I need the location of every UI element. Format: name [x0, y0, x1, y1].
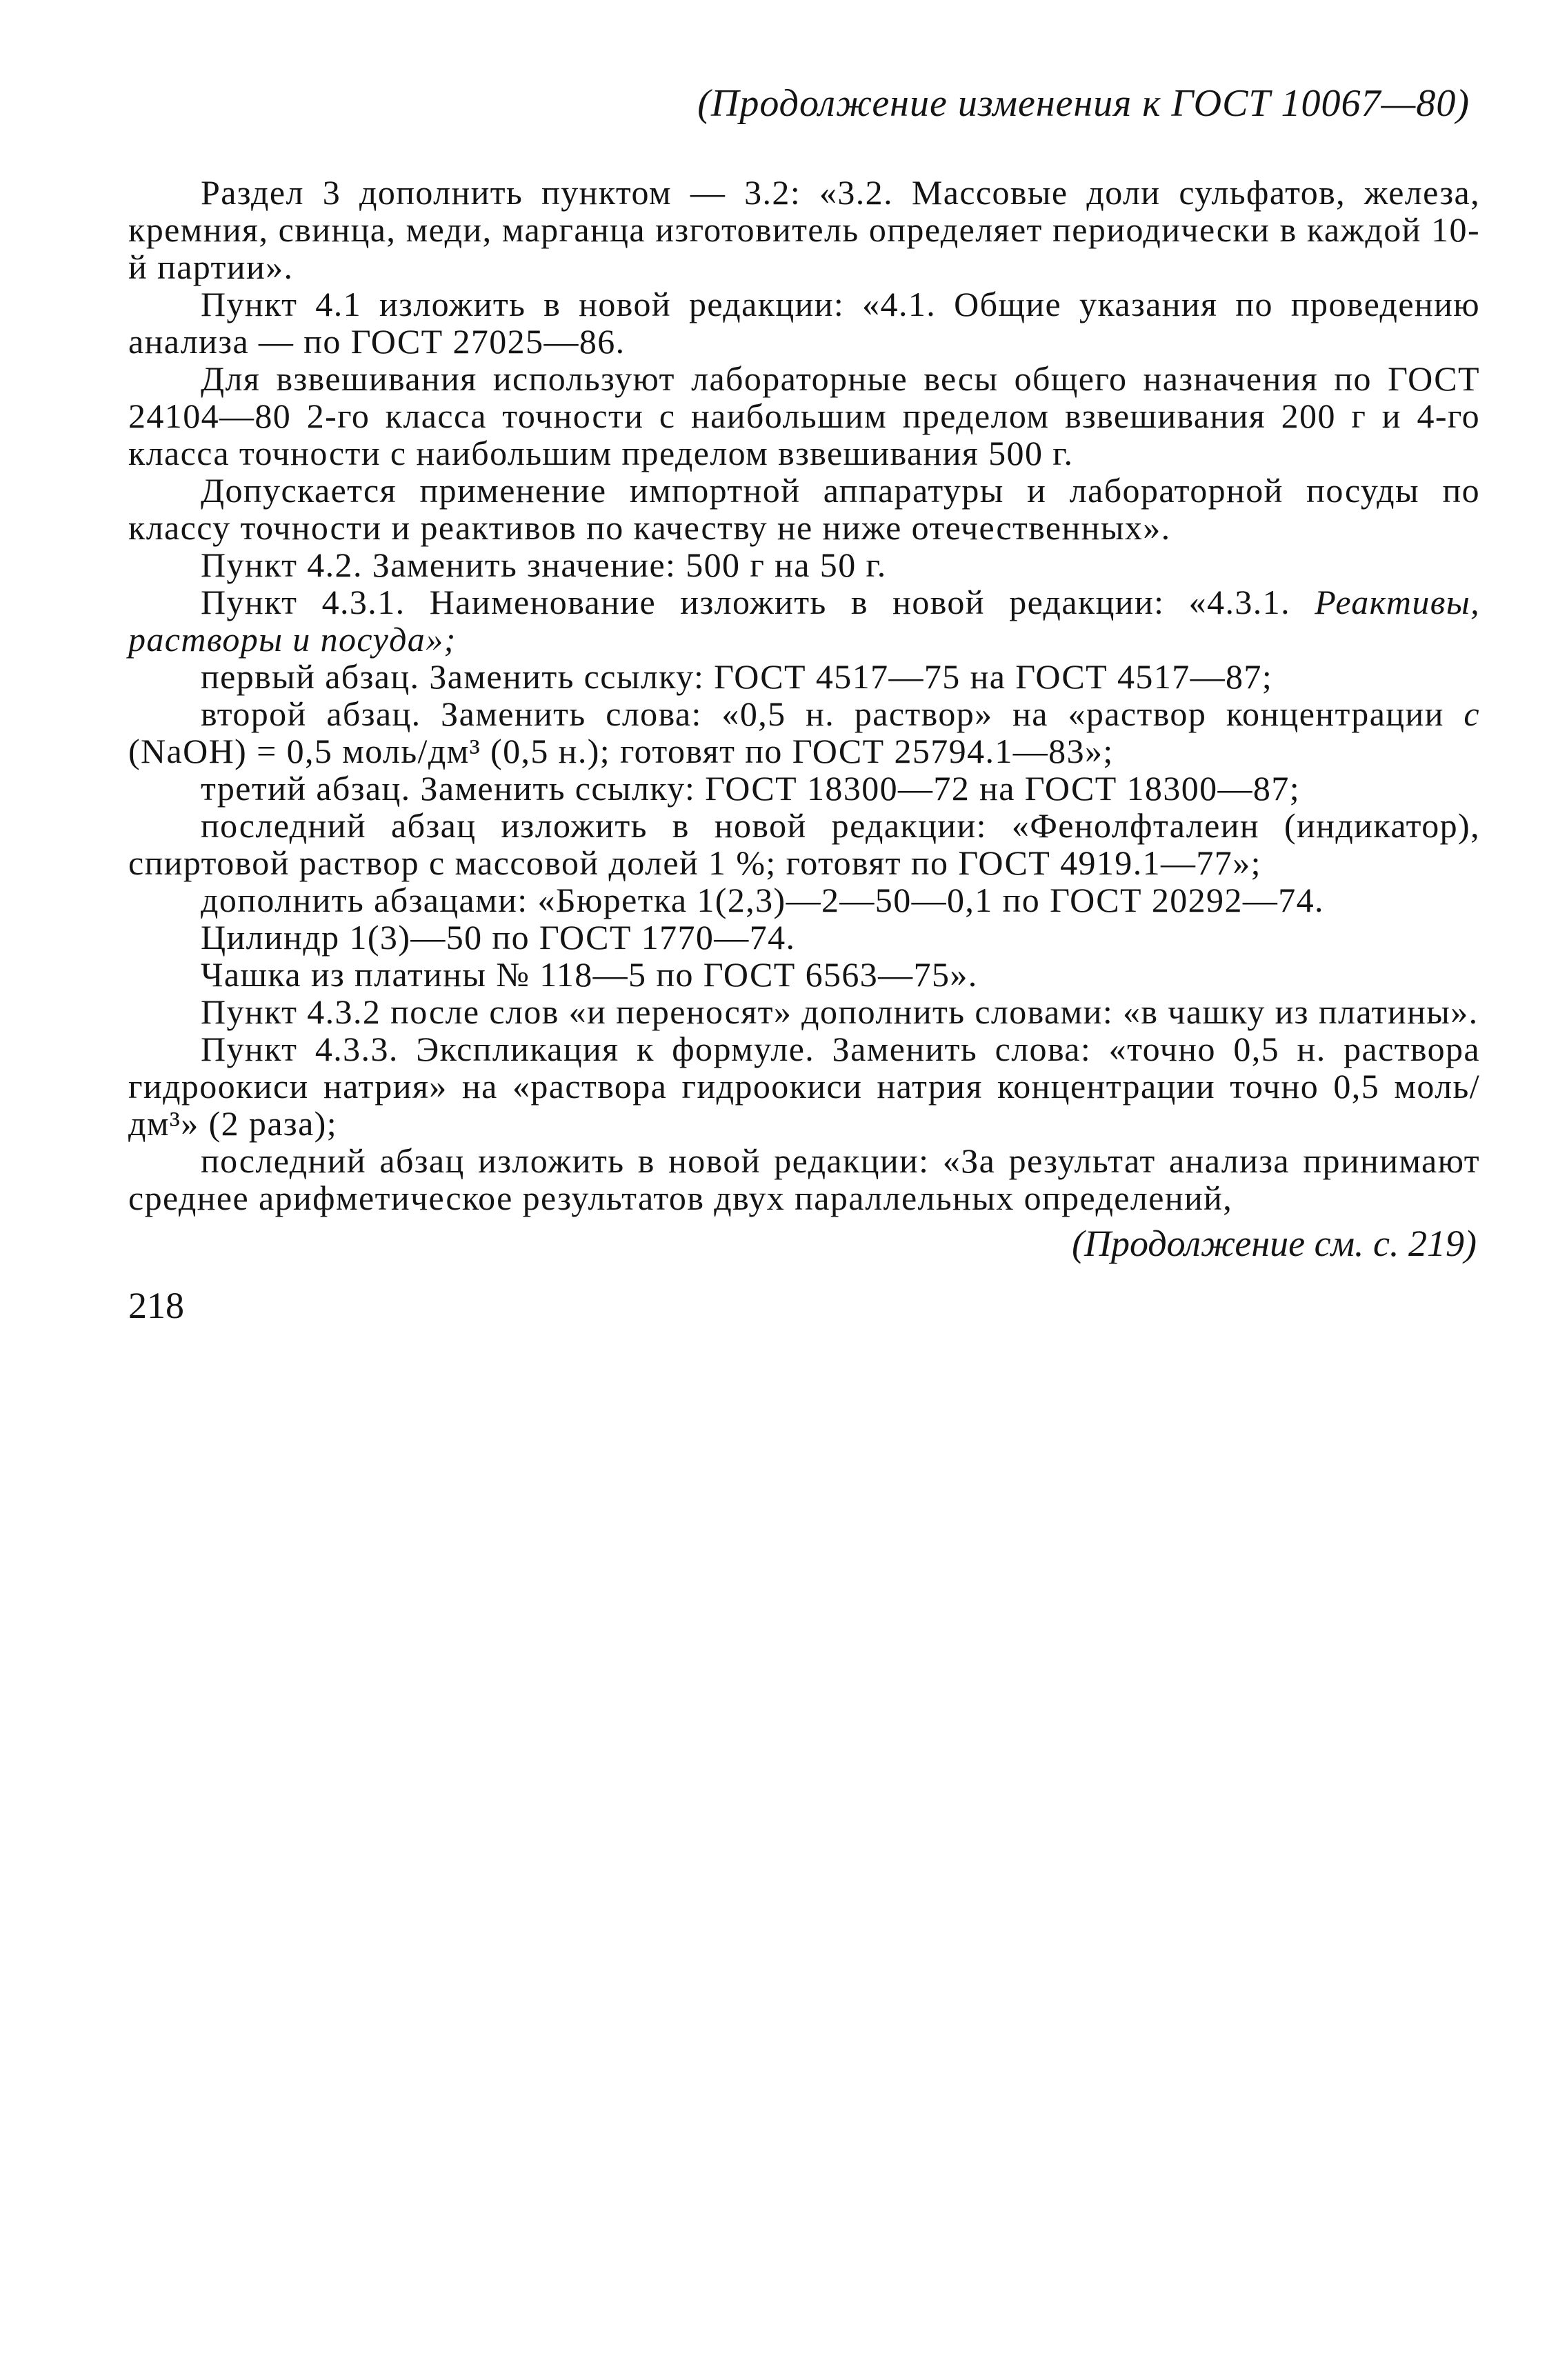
page-number: 218	[128, 1285, 184, 1326]
paragraph-last-abzac-result: последний абзац изложить в новой редакции: «За результат анализа принимают среднее арифметическое результатов двух параллельных определений,	[128, 1141, 1480, 1217]
paragraph-add-burette: дополнить абзацами: «Бюретка 1(2,3)—2—50—0,1 по ГОСТ 20292—74.	[201, 881, 1324, 919]
paragraph-item-4-2: Пункт 4.2. Заменить значение: 500 г на 50 г.	[201, 546, 887, 584]
paragraph-item-4-3-1-italic: Реактивы, растворы и посуда»;	[128, 583, 1480, 659]
paragraph-second-abzac-text: второй абзац. Заменить слова: «0,5 н. раствор» на «раствор концентрации	[201, 694, 1464, 733]
paragraph-item-4-3-1-text: Пункт 4.3.1. Наименование изложить в новой редакции: «4.3.1.	[201, 583, 1315, 621]
running-header: (Продолжение изменения к ГОСТ 10067—80)	[697, 82, 1470, 125]
paragraph-last-abzac-phenolphthalein: последний абзац изложить в новой редакции: «Фенолфталеин (индикатор), спиртовой раствор с массовой долей 1 %; готовят по ГОСТ 4919.1—77»;	[128, 806, 1480, 882]
paragraph-second-abzac	[128, 695, 1480, 770]
paragraph-section-3: Раздел 3 дополнить пунктом — 3.2: «3.2. Массовые доли сульфатов, железа, кремния, свинца, меди, марганца изготовитель определяет периодически в каждой 10-й партии».	[128, 173, 1480, 286]
document-body	[128, 174, 1480, 1217]
continued-note: (Продолжение см. с. 219)	[1072, 1223, 1477, 1264]
paragraph-import-equipment: Допускается применение импортной аппаратуры и лабораторной посуды по классу точности и реактивов по качеству не ниже отечественных».	[128, 471, 1480, 547]
paragraph-first-abzac: первый абзац. Заменить ссылку: ГОСТ 4517—75 на ГОСТ 4517—87;	[201, 657, 1273, 696]
paragraph-item-4-1: Пункт 4.1 изложить в новой редакции: «4.1. Общие указания по проведению анализа — по ГОСТ 27025—86.	[128, 285, 1480, 361]
concentration-symbol: c	[1464, 694, 1480, 733]
paragraph-item-4-3-2: Пункт 4.3.2 после слов «и переносят» дополнить словами: «в чашку из платины».	[201, 992, 1479, 1031]
paragraph-cylinder: Цилиндр 1(3)—50 по ГОСТ 1770—74.	[201, 918, 796, 957]
paragraph-second-abzac-tail: (NaOH) = 0,5 моль/дм³ (0,5 н.); готовят по ГОСТ 25794.1—83»;	[128, 732, 1114, 770]
paragraph-item-4-3-1	[128, 583, 1480, 658]
paragraph-item-4-3-3: Пункт 4.3.3. Экспликация к формуле. Заменить слова: «точно 0,5 н. раствора гидроокиси натрия» на «раствора гидроокиси натрия концентрации точно 0,5 моль/дм³» (2 раза);	[128, 1030, 1480, 1143]
paragraph-third-abzac: третий абзац. Заменить ссылку: ГОСТ 18300—72 на ГОСТ 18300—87;	[201, 769, 1301, 808]
paragraph-platinum-cup: Чашка из платины № 118—5 по ГОСТ 6563—75».	[201, 955, 978, 994]
paragraph-weighing: Для взвешивания используют лабораторные весы общего назначения по ГОСТ 24104—80 2-го класса точности с наибольшим пределом взвешивания 200 г и 4-го класса точности с наибольшим пределом взвешивания 500 г.	[128, 359, 1480, 472]
